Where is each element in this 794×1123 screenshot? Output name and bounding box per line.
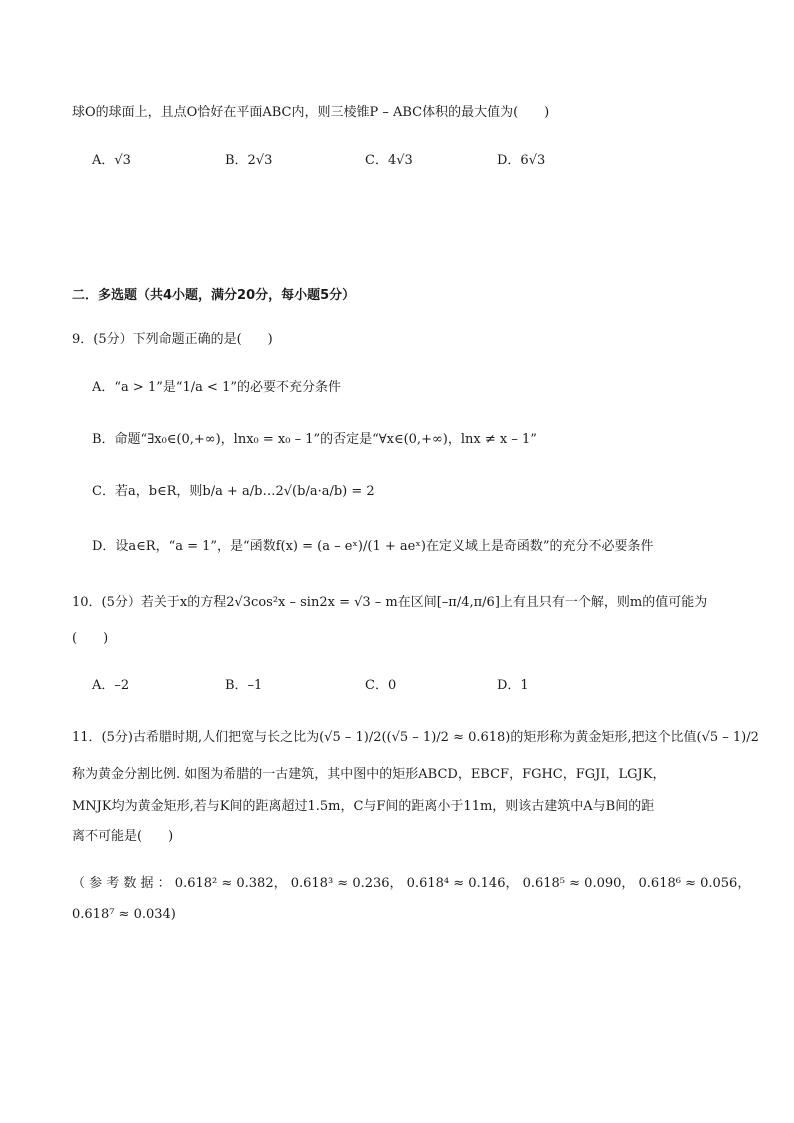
q11-reference-data-2: 0.618⁷ ≈ 0.034) <box>72 907 176 922</box>
q10-stem: 10．(5分）若关于x的方程2√3cos²x – sin2x = √3 – m在区间[–π/4,π/6]上有且只有一个解，则m的值可能为 <box>72 595 708 610</box>
q8-option-a[interactable]: A．√3 <box>92 153 131 168</box>
q9-option-a[interactable]: A．“a > 1”是“1/a < 1”的必要不充分条件 <box>92 380 341 395</box>
q8-option-d[interactable]: D．6√3 <box>497 153 546 168</box>
q10-option-c[interactable]: C．0 <box>365 678 397 693</box>
q11-line4: 离不可能是( ) <box>72 829 174 844</box>
q9-option-c[interactable]: C．若a，b∈R，则b/a + a/b…2√(b/a·a/b) = 2 <box>92 484 375 499</box>
q8-option-c[interactable]: C．4√3 <box>365 153 413 168</box>
q11-line1: 11．(5分)古希腊时期,人们把宽与长之比为(√5 – 1)/2((√5 – 1)/2 ≈ 0.618)的矩形称为黄金矩形,把这个比值(√5 – 1)/2 <box>72 730 759 745</box>
q10-option-d[interactable]: D．1 <box>497 678 529 693</box>
q8-option-b[interactable]: B．2√3 <box>225 153 273 168</box>
q8-stem: 球O的球面上，且点O恰好在平面ABC内，则三棱锥P – ABC体积的最大值为( ) <box>72 105 550 120</box>
q9-option-b[interactable]: B．命题“∃x₀∈(0,+∞)，lnx₀ = x₀ – 1”的否定是“∀x∈(0,+∞)，lnx ≠ x – 1” <box>92 432 537 447</box>
q11-line2: 称为黄金分割比例. 如图为希腊的一古建筑，其中图中的矩形ABCD，EBCF，FGHC，FGJI，LGJK， <box>72 767 666 782</box>
q11-reference-data-1: （ 参 考 数 据 ： 0.618² ≈ 0.382， 0.618³ ≈ 0.236， 0.618⁴ ≈ 0.146， 0.618⁵ ≈ 0.090， 0.618⁶ ≈ 0.056， <box>72 876 751 891</box>
section-heading-multiple-choice: 二．多选题（共4小题，满分20分，每小题5分） <box>72 288 356 303</box>
q10-option-b[interactable]: B．–1 <box>225 678 263 693</box>
q9-stem: 9．(5分）下列命题正确的是( ) <box>72 332 273 347</box>
q10-option-a[interactable]: A．–2 <box>92 678 130 693</box>
q11-line3: MNJK均为黄金矩形,若与K间的距离超过1.5m，C与F间的距离小于11m，则该古建筑中A与B间的距 <box>72 799 655 814</box>
q10-blank: ( ) <box>72 631 109 646</box>
q10-options <box>92 674 652 694</box>
q9-option-d[interactable]: D．设a∈R，“a = 1”，是“函数f(x) = (a – eˣ)/(1 + aeˣ)在定义域上是奇函数”的充分不必要条件 <box>92 539 654 554</box>
q8-options <box>92 149 652 169</box>
